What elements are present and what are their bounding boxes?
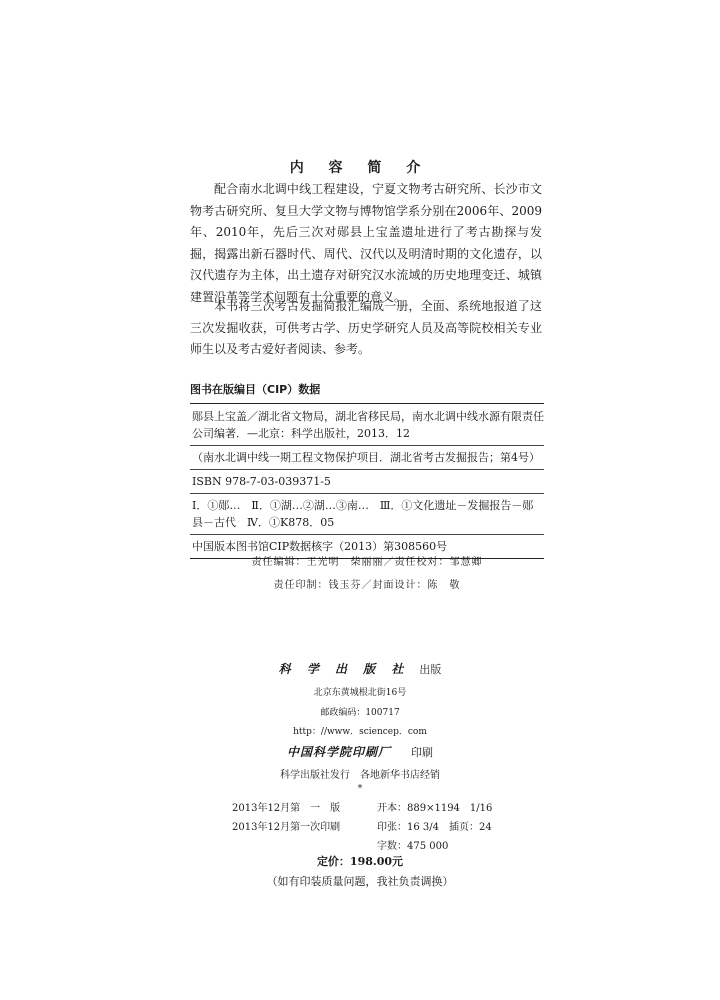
credits-editors: 责任编辑：王光明 柴丽丽／责任校对：邹慧卿 xyxy=(251,557,483,568)
separator-asterisk: * xyxy=(357,784,363,794)
intro-title: 内 容 简 介 xyxy=(289,160,431,176)
print-info-row-edition xyxy=(232,799,532,818)
publisher-role: 出版 xyxy=(419,663,442,676)
publisher-website: http：//www．sciencep．com xyxy=(293,727,427,737)
intro-paragraph-1: 配合南水北调中线工程建设，宁夏文物考古研究所、长沙市文物考古研究所、复旦大学文物与博物馆学系分别在2006年、2009年、2010年，先后三次对郧县上宝盖遗址进行了考古勘探与发掘，揭露出新石器时代、周代、汉代以及明清时期的文化遗存，以汉代遗存为主体，出土遗存对研究汉水流域的历史地理变迁、城镇建置沿革等学术问题有十分重要的意义。 xyxy=(190,182,542,304)
cip-row-record-number: 中国版本图书馆CIP数据核字（2013）第308560号 xyxy=(190,535,544,559)
publisher-line xyxy=(0,660,720,677)
printer-role: 印刷 xyxy=(411,746,433,759)
distribution-line: 科学出版社发行 各地新华书店经销 xyxy=(280,770,440,781)
publisher-address: 北京东黄城根北街16号 xyxy=(313,688,407,698)
intro-paragraph-2: 本书将三次考古发掘简报汇编成一册，全面、系统地报道了这三次发掘收获，可供考古学、历史学研究人员及高等院校相关专业师生以及考古爱好者阅读、参考。 xyxy=(190,299,542,356)
cip-row-classification: Ⅰ．①郧… Ⅱ．①湖…②湖…③南… Ⅲ．①文化遗址－发掘报告－郧县－古代 Ⅳ．①K878．05 xyxy=(190,494,544,535)
printer-name: 中国科学院印刷厂 xyxy=(286,745,391,759)
cip-row-isbn: ISBN 978-7-03-039371-5 xyxy=(190,470,544,494)
print-info-table xyxy=(232,799,532,856)
publisher-name: 科 学 出 版 社 xyxy=(278,662,410,676)
credits-production: 责任印制：钱玉芬／封面设计：陈 敬 xyxy=(273,580,461,591)
cip-row-series: （南水北调中线一期工程文物保护项目．湖北省考古发掘报告；第4号） xyxy=(190,446,544,470)
cip-row-title: 郧县上宝盖／湖北省文物局，湖北省移民局，南水北调中线水源有限责任公司编著．—北京：科学出版社，2013．12 xyxy=(190,404,544,446)
price: 定价：198.00元 xyxy=(316,855,404,868)
cip-heading: 图书在版编目（CIP）数据 xyxy=(190,381,544,404)
printer-line xyxy=(0,743,720,760)
word-count: 字数：475 000 xyxy=(377,841,449,852)
format-size: 开本：889×1194 1/16 xyxy=(377,803,493,814)
exchange-note: （如有印装质量问题，我社负责调换） xyxy=(266,875,454,888)
printing-date: 2013年12月第一次印刷 xyxy=(232,822,341,833)
edition-date: 2013年12月第 一 版 xyxy=(232,803,341,814)
publisher-postcode: 邮政编码：100717 xyxy=(320,708,400,718)
print-info-row-printing xyxy=(232,818,532,837)
sheets-plates: 印张：16 3/4 插页：24 xyxy=(377,822,492,833)
cip-data-block xyxy=(190,381,544,559)
